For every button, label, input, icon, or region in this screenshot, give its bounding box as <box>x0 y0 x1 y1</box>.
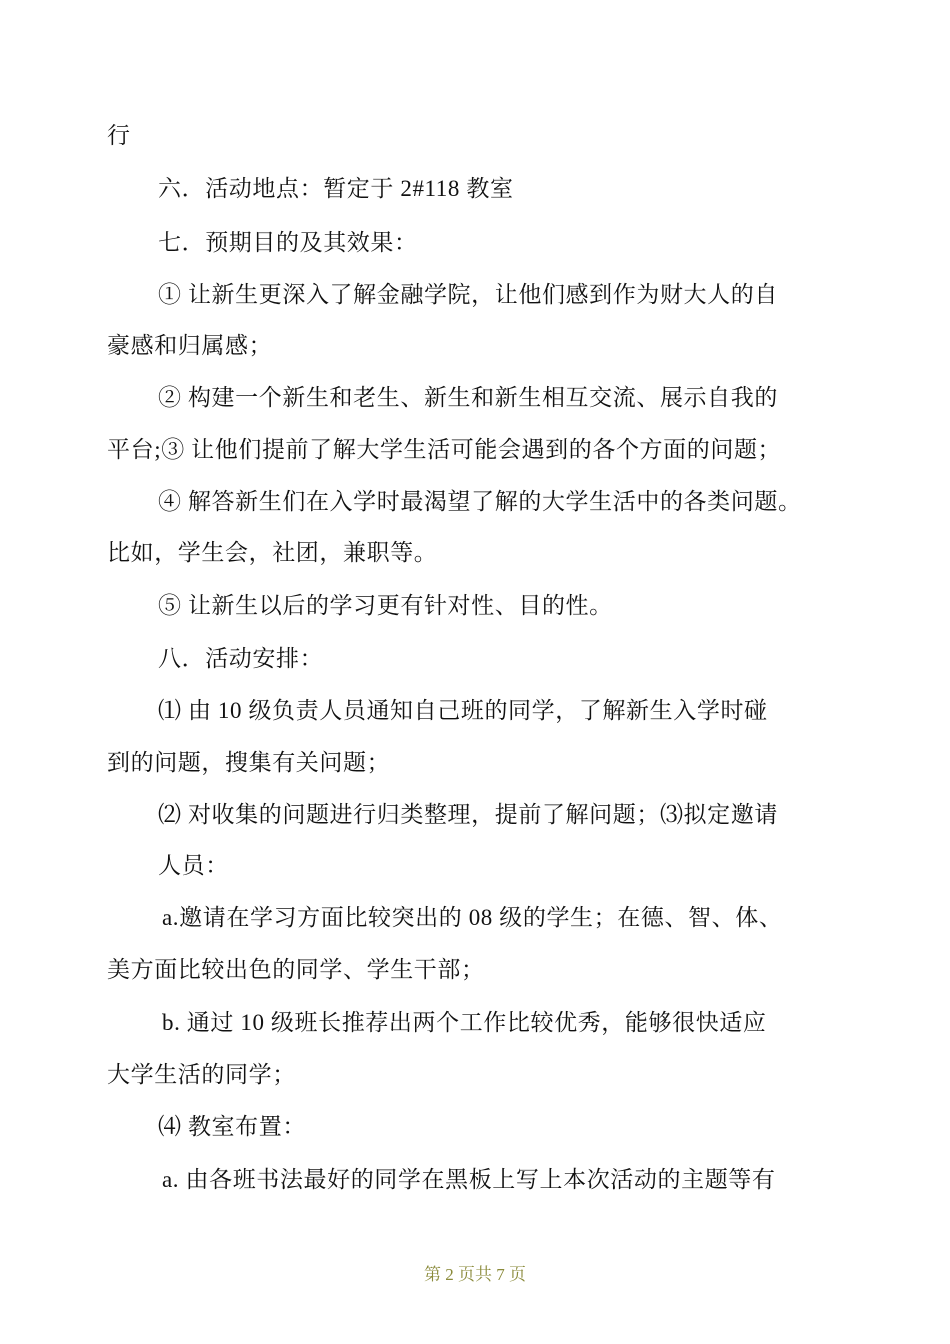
text-line: ⑵ 对收集的问题进行归类整理，提前了解问题；⑶拟定邀请 <box>158 802 778 827</box>
text-line: ⑴ 由 10 级负责人员通知自己班的同学，了解新生入学时碰 <box>158 698 768 723</box>
section-heading-location: 六．活动地点：暂定于 2#118 教室 <box>158 176 514 201</box>
section-heading-goals: 七．预期目的及其效果： <box>158 230 418 255</box>
page-number: 第 2 页共 7 页 <box>424 1265 526 1284</box>
text-line: 平台;③ 让他们提前了解大学生活可能会遇到的各个方面的问题； <box>107 437 782 462</box>
text-line: a.邀请在学习方面比较突出的 08 级的学生；在德、智、体、 <box>162 905 783 930</box>
text-line: 豪感和归属感； <box>107 333 273 358</box>
text-line: b. 通过 10 级班长推荐出两个工作比较优秀，能够很快适应 <box>162 1010 767 1035</box>
text-line: ⑤ 让新生以后的学习更有针对性、目的性。 <box>158 593 613 618</box>
text-line: a. 由各班书法最好的同学在黑板上写上本次活动的主题等有 <box>162 1167 776 1192</box>
text-line: ④ 解答新生们在入学时最渴望了解的大学生活中的各类问题。 <box>158 489 802 514</box>
text-line: ⑷ 教室布置： <box>158 1114 306 1139</box>
section-heading-schedule: 八．活动安排： <box>158 646 324 671</box>
text-line: 到的问题，搜集有关问题； <box>107 750 391 775</box>
text-line: 行 <box>107 123 131 148</box>
text-line: 大学生活的同学； <box>107 1062 296 1087</box>
text-line: ② 构建一个新生和老生、新生和新生相互交流、展示自我的 <box>158 385 778 410</box>
text-line: 人员： <box>158 853 229 878</box>
text-line: 美方面比较出色的同学、学生干部； <box>107 957 485 982</box>
text-line: ① 让新生更深入了解金融学院，让他们感到作为财大人的自 <box>158 282 778 307</box>
text-line: 比如，学生会，社团，兼职等。 <box>107 540 438 565</box>
